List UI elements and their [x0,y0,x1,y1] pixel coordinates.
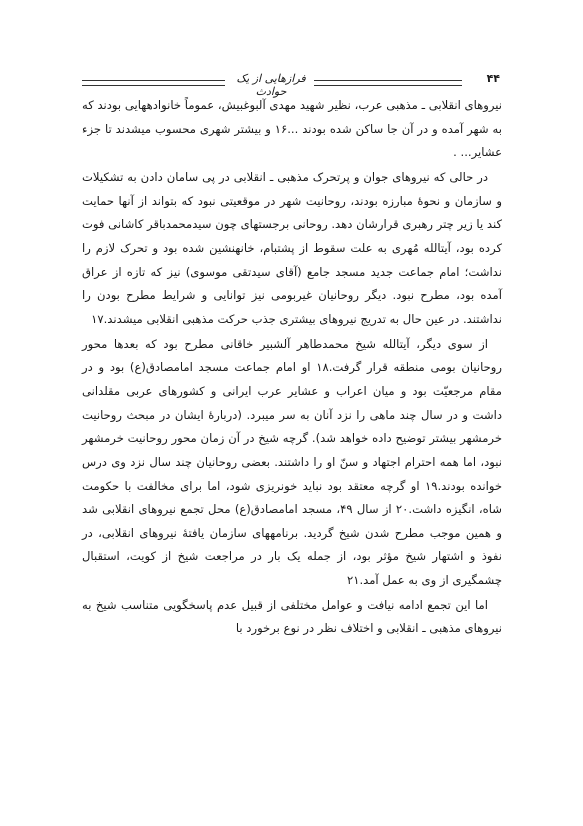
page-number: ۴۴ [486,72,500,85]
running-title: فرازهایی از یک حوادث [236,72,306,98]
paragraph-1: نیروهای انقلابی ـ مذهبی عرب، نظیر شهید مهدی آلبوغبیش، عموماً خانوادههایی بودند که به شهر آمده و در آن جا ساکن شده بودند ...۱۶ و بیشتر شهری محسوب میشدند تا جزء عشایر... . [82,98,502,160]
paragraph-4: اما این تجمع ادامه نیافت و عوامل مختلفی از قبیل عدم پاسخگویی متناسب شیخ به نیروهای مذهبی ـ انقلابی و اختلاف نظر در نوع برخورد با [82,597,502,636]
header-rule-right [314,80,462,86]
paragraph-2: در حالی که نیروهای جوان و پرتحرک مذهبی ـ انقلابی در پی سامان دادن به تشکیلات و سازمان و نحوۀ مبارزه بودند، روحانیت شهر در موقعیتی نبود که بتواند از آنها حمایت کند یا زیر چتر رهبری قرارشان دهد. روحانی برجستهای چون سیدمحمدباقر کاشانی فوت کرده بود، آیتالله مُهری به علت سقوط از پشتبام، خانهنشین شده بود و تحرک لازم را نداشت؛ امام جماعت جدید مسجد جامع (آقای سیدتقی موسوی) نیز که تازه از عراق آمده بود، مطرح نبود. دیگر روحانیان غیربومی نیز توانایی و شرایط مطرح بودن را نداشتند. در عین حال به تدریج نیروهای بیشتری جذب حرکت مذهبی انقلابی میشدند.۱۷ [82,169,502,326]
body-text [82,94,502,641]
header-rule-left [82,80,225,86]
paragraph-3: از سوی دیگر، آیتالله شیخ محمدطاهر آلشبیر خاقانی مطرح بود که بعدها محور روحانیان بومی منطقه قرار گرفت.۱۸ او امام جماعت مسجد امامصادق(ع) بود و در مقام مرجعیّت بود و میان اعراب و عشایر عرب ایرانی و کشورهای عربی مقلدانی داشت و در سال چند ماهی را نزد آنان به سر میبرد. (دربارۀ ایشان در مبحث روحانیت خرمشهر بیشتر توضیح داده خواهد شد). گرچه شیخ در آن زمان محور روحانیت خرمشهر نبود، اما همه احترام اجتهاد و سنّ او را داشتند. بعضی روحانیان چند سال نزد وی درس خوانده بودند.۱۹ او گرچه معتقد بود نباید خونریزی شود، اما برای مخالفت با حکومت شاه، انگیزه داشت.۲۰ از سال ۴۹، مسجد امامصادق(ع) محل تجمع نیروهای انقلابی شد و همین موجب مطرح شدن شیخ گردید. برنامههای سازمان یافتۀ نیروهای انقلابی، در نفوذ و اشتهار شیخ مؤثر بود، از جمله یک بار در مراجعت شیخ از کویت، استقبال چشمگیری از وی به عمل آمد.۲۱ [82,336,503,588]
running-header [82,72,500,98]
